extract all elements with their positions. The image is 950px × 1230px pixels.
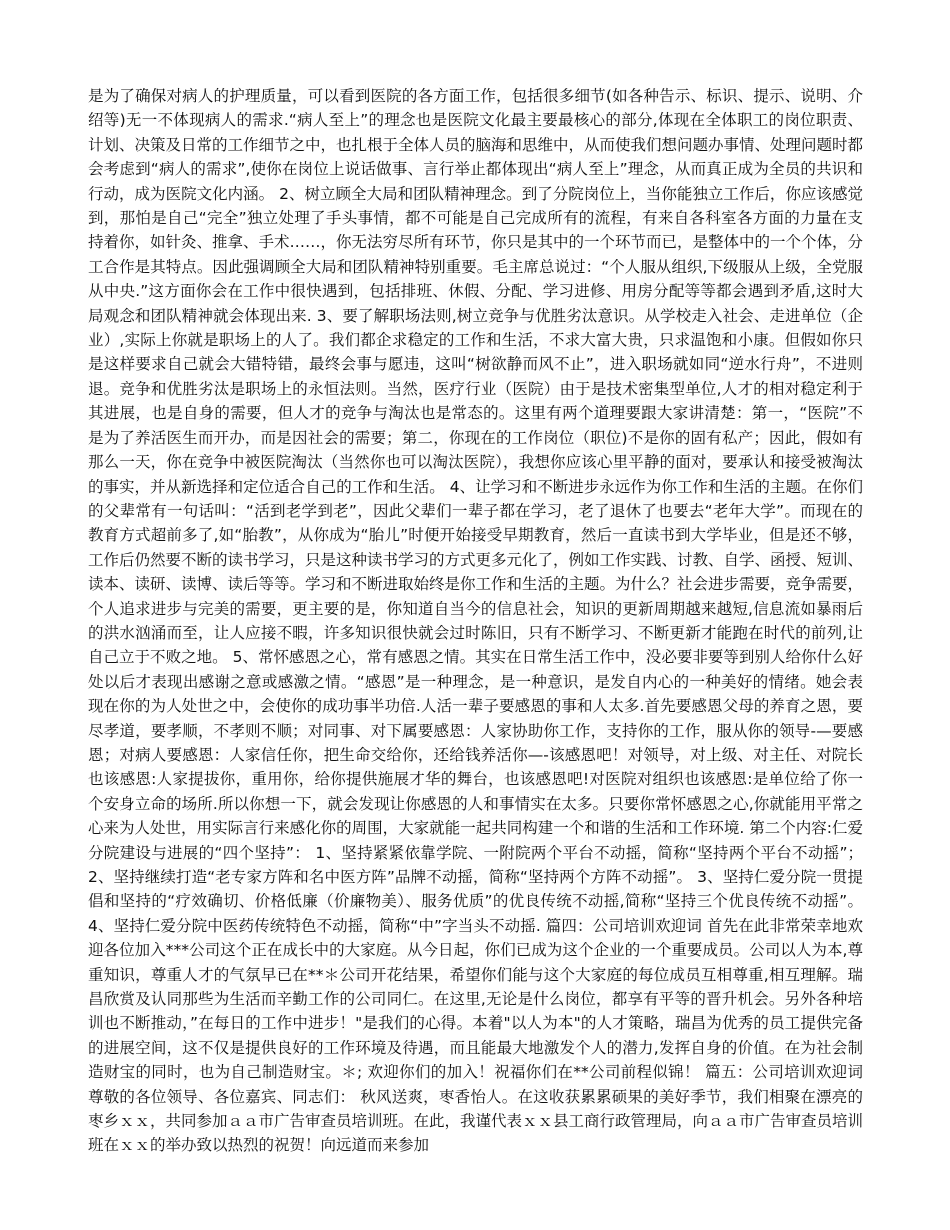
document-page: [88, 84, 863, 1158]
body-paragraph: 是为了确保对病人的护理质量，可以看到医院的各方面工作，包括很多细节(如各种告示、标识、提示、说明、介绍等)无一不体现病人的需求.“病人至上”的理念也是医院文化最主要最核心的部分,体现在全体职工的岗位职责、计划、决策及日常的工作细节之中，也扎根于全体人员的脑海和思维中，从而使我们想问题办事情、处理问题时都会考虑到“病人的需求”,使你在岗位上说话做事、言行举止都体现出“病人至上”理念，从而真正成为全员的共识和行动，成为医院文化内涵。 2、树立顾全大局和团队精神理念。到了分院岗位上，当你能独立工作后，你应该感觉到，那怕是自己“完全”独立处理了手头事情，都不可能是自己完成所有的流程，有来自各科室各方面的力量在支持着你，如针灸、推拿、手术……，你无法穷尽所有环节，你只是其中的一个环节而已，是整体中的一个个体，分工合作是其特点。因此强调顾全大局和团队精神特别重要。毛主席总说过：“个人服从组织,下级服从上级，全党服从中央.”这方面你会在工作中很快遇到，包括排班、休假、分配、学习进修、用房分配等等都会遇到矛盾,这时大局观念和团队精神就会体现出来. 3、要了解职场法则,树立竞争与优胜劣汰意识。从学校走入社会、走进单位（企业）,实际上你就是职场上的人了。我们都企求稳定的工作和生活，不求大富大贵，只求温饱和小康。但假如你只是这样要求自己就会大错特错，最终会事与愿违，这叫“树欲静而风不止”，进入职场就如同“逆水行舟”，不进则退。竞争和优胜劣汰是职场上的永恒法则。当然，医疗行业（医院）由于是技术密集型单位,人才的相对稳定利于其进展，也是自身的需要，但人才的竞争与淘汰也是常态的。这里有两个道理要跟大家讲清楚：第一，“医院”不是为了养活医生而开办，而是因社会的需要；第二，你现在的工作岗位（职位)不是你的固有私产；因此，假如有那么一天，你在竞争中被医院淘汰（当然你也可以淘汰医院），我想你应该心里平静的面对，要承认和接受被淘汰的事实，并从新选择和定位适合自己的工作和生活。 4、让学习和不断进步永远作为你工作和生活的主题。在你们的父辈常有一句话叫：“活到老学到老”，因此父辈们一辈子都在学习，老了退休了也要去“老年大学”。而现在的教育方式超前多了,如“胎教”，从你成为“胎儿”时便开始接受早期教育，然后一直读书到大学毕业，但是还不够，工作后仍然要不断的读书学习，只是这种读书学习的方式更多元化了，例如工作实践、讨教、自学、函授、短训、读本、读研、读博、读后等等。学习和不断进取始终是你工作和生活的主题。为什么？社会进步需要，竞争需要，个人追求进步与完美的需要，更主要的是，你知道自当今的信息社会，知识的更新周期越来越短,信息流如暴雨后的洪水汹涌而至，让人应接不暇，许多知识很快就会过时陈旧，只有不断学习、不断更新才能跑在时代的前列,让自己立于不败之地。 5、常怀感恩之心，常有感恩之情。其实在日常生活工作中，没必要非要等到别人给你什么好处以后才表现出感谢之意或感激之情。“感恩”是一种理念，是一种意识，是发自内心的一种美好的情绪。她会表现在你的为人处世之中，会使你的成功事半功倍.人活一辈子要感恩的事和人太多.首先要感恩父母的养育之恩，要尽孝道，要孝顺，不孝则不顺；对同事、对下属要感恩：人家协助你工作，支持你的工作，服从你的领导-—要感恩；对病人要感恩：人家信任你，把生命交给你，还给钱养活你—-该感恩吧！对领导，对上级、对主任、对院长也该感恩:人家提拔你，重用你，给你提供施展才华的舞台，也该感恩吧!对医院对组织也该感恩:是单位给了你一个安身立命的场所.所以你想一下，就会发现让你感恩的人和事情实在太多。只要你常怀感恩之心,你就能用平常之心来为人处世，用实际言行来感化你的周围，大家就能一起共同构建一个和谐的生活和工作环境. 第二个内容:仁爱分院建设与进展的“四个坚持”： 1、坚持紧紧依靠学院、一附院两个平台不动摇，简称“坚持两个平台不动摇”； 2、坚持继续打造“老专家方阵和名中医方阵”品牌不动摇，简称“坚持两个方阵不动摇”。 3、坚持仁爱分院一贯提倡和坚持的“疗效确切、价格低廉（价廉物美）、服务优质”的优良传统不动摇,简称“坚持三个优良传统不动摇”。 4、坚持仁爱分院中医药传统特色不动摇，简称“中”字当头不动摇. 篇四：公司培训欢迎词 首先在此非常荣幸地欢迎各位加入***公司这个正在成长中的大家庭。从今日起，你们已成为这个企业的一个重要成员。公司以人为本,尊重知识，尊重人才的气氛早已在**＊公司开花结果，希望你们能与这个大家庭的每位成员互相尊重,相互理解。瑞昌欣赏及认同那些为生活而辛勤工作的公司同仁。在这里,无论是什么岗位，都享有平等的晋升机会。另外各种培训也不断推动，”在每日的工作中进步！"是我们的心得。本着"以人为本"的人才策略，瑞昌为优秀的员工提供完备的进展空间，这不仅是提供良好的工作环境及待遇，而且能最大地激发个人的潜力,发挥自身的价值。在为社会制造财宝的同时，也为自己制造财宝。＊; 欢迎你们的加入！祝福你们在**公司前程似锦！ 篇五：公司培训欢迎词 尊敬的各位领导、各位嘉宾、同志们： 秋风送爽，枣香怡人。在这收获累累硕果的美好季节，我们相聚在漂亮的枣乡ｘｘ，共同参加ａａ市广告审查员培训班。在此，我谨代表ｘｘ县工商行政管理局，向ａａ市广告审查员培训班在ｘｘ的举办致以热烈的祝贺！向远道而来参加: [88, 87, 864, 1155]
